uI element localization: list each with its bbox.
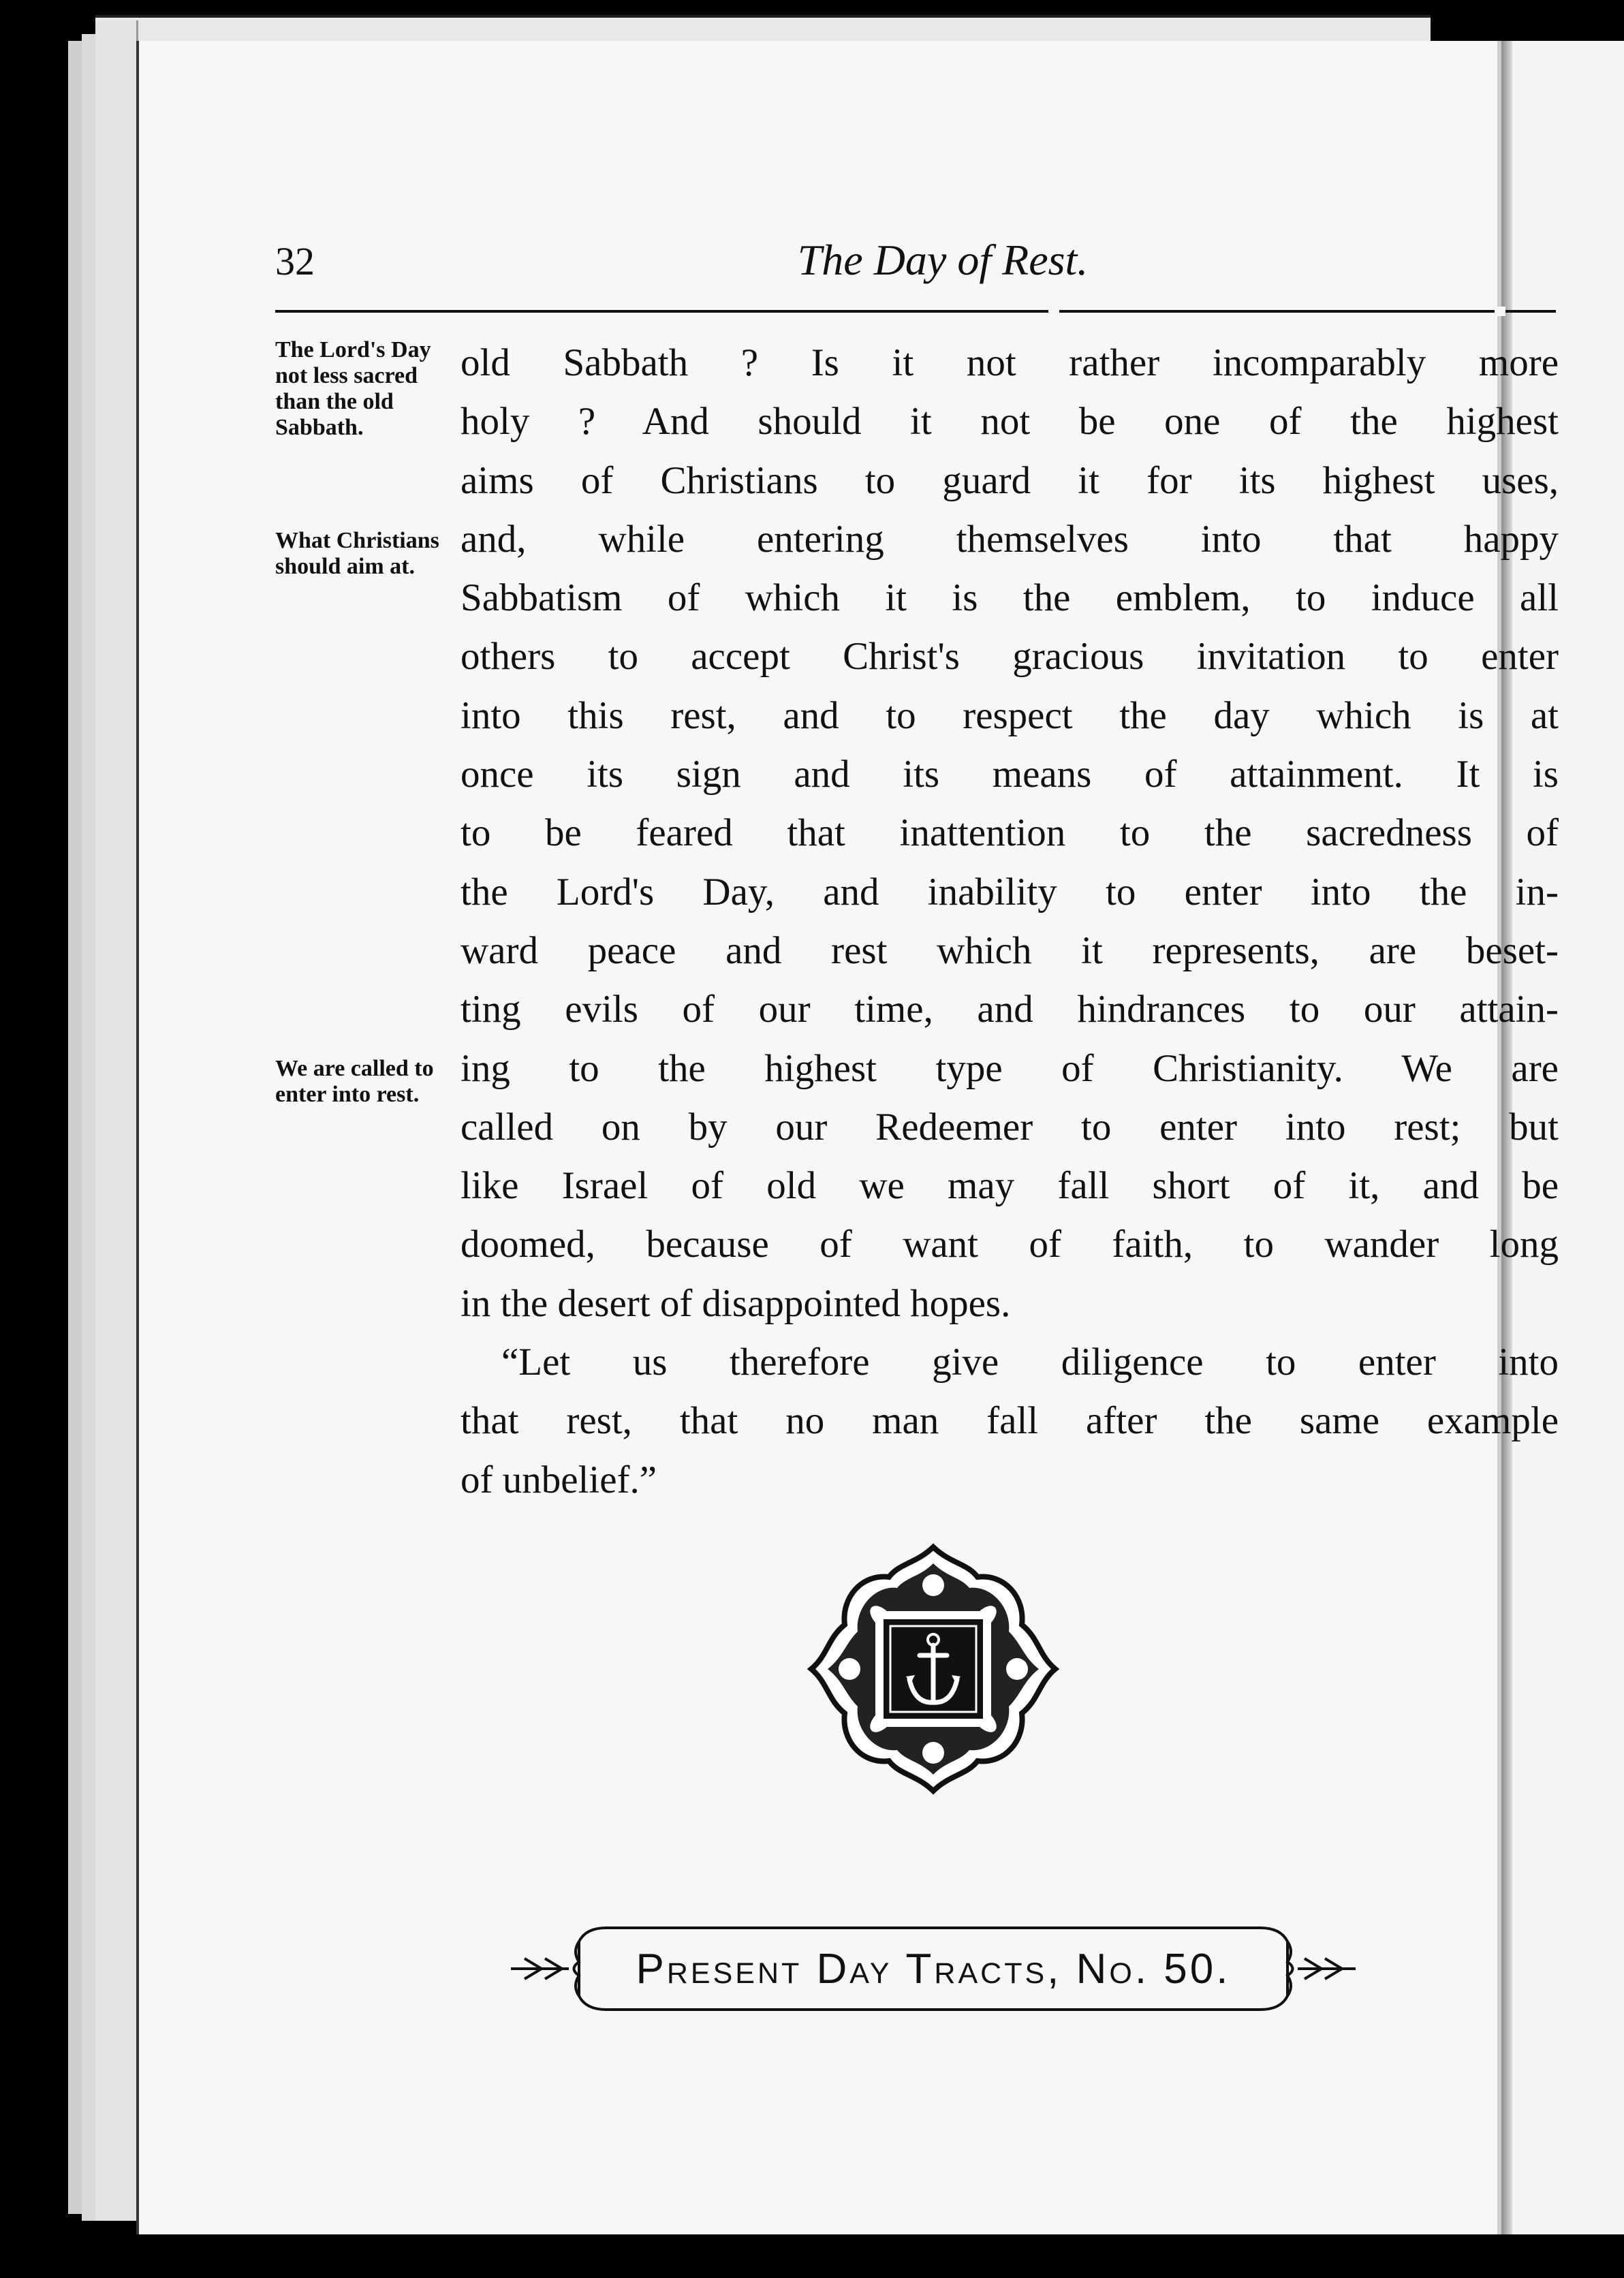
body-line: Sabbatism of which it is the emblem, to induce all [460, 576, 1559, 620]
book-page [136, 41, 1559, 2234]
anchor-ornament-icon [807, 1543, 1059, 1795]
body-line: into this rest, and to respect the day which is at [460, 693, 1559, 737]
header-rule [275, 310, 1556, 313]
body-line: and, while entering themselves into that happy [460, 517, 1559, 561]
body-line: like Israel of old we may fall short of it, and be [460, 1164, 1559, 1208]
series-title: Present Day Tracts, No. 50. [636, 1946, 1231, 1993]
quote-line: “Let us therefore give diligence to enter into [501, 1341, 1559, 1384]
body-text [460, 334, 1559, 1510]
margin-note: We are called to enter into rest. [275, 1056, 434, 1107]
body-line: aims of Christians to guard it for its highest uses, [460, 458, 1559, 502]
body-line: ting evils of our time, and hindrances to our attain- [460, 988, 1559, 1031]
body-line: ward peace and rest which it represents, are beset- [460, 929, 1559, 972]
quote-line: that rest, that no man fall after the same example [460, 1399, 1559, 1443]
body-line: once its sign and its means of attainment. It is [460, 753, 1559, 796]
page-stack-edge [95, 20, 138, 2221]
body-line: in the desert of disappointed hopes. [460, 1281, 1011, 1325]
header-rule-gap [1048, 307, 1059, 316]
header-rule-gap [1495, 307, 1505, 316]
margin-note: The Lord's Day not less sacred than the old Sabbath. [275, 337, 431, 440]
quote-line: of unbelief.” [460, 1458, 657, 1501]
margin-note: What Christians should aim at. [275, 528, 439, 579]
body-line: to be feared that inattention to the sacredness of [460, 811, 1559, 855]
body-line: old Sabbath ? Is it not rather incomparably more [460, 341, 1559, 384]
body-line: ing to the highest type of Christianity. We are [460, 1046, 1559, 1090]
running-title: The Day of Rest. [797, 236, 1089, 284]
body-line: called on by our Redeemer to enter into rest; but [460, 1105, 1559, 1149]
body-line: others to accept Christ's gracious invitation to enter [460, 635, 1559, 678]
body-line: holy ? And should it not be one of the highest [460, 400, 1559, 443]
body-line: the Lord's Day, and inability to enter into the in- [460, 870, 1559, 914]
page-number: 32 [275, 239, 315, 283]
body-line: doomed, because of want of faith, to wander long [460, 1223, 1559, 1266]
